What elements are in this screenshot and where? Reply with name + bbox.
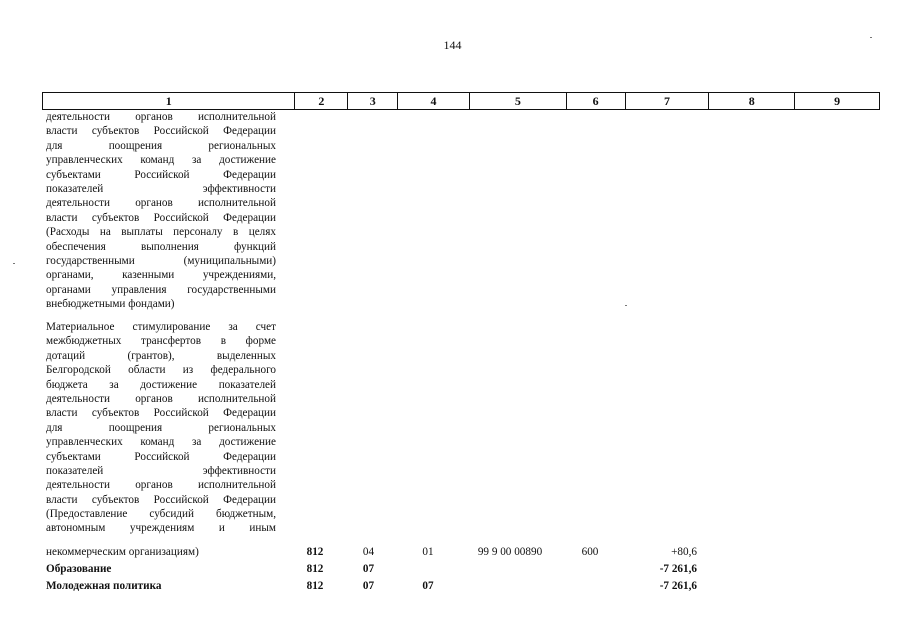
text-line: Материальное стимулирование за счет bbox=[46, 321, 276, 333]
scan-speck bbox=[13, 263, 15, 264]
text-line: субъектами Российской Федерации bbox=[46, 168, 276, 181]
cell-subsection: 01 bbox=[422, 546, 434, 558]
column-header-1: 1 bbox=[43, 93, 295, 109]
text-line: деятельности органов исполнительной bbox=[46, 197, 276, 210]
text-line: управленческих команд за достижение bbox=[46, 154, 276, 167]
text-line: деятельности органов исполнительной bbox=[46, 111, 276, 123]
text-line: бюджета за достижение показателей bbox=[46, 378, 276, 391]
cell-amount: -7 261,6 bbox=[659, 563, 697, 575]
text-line: государственными (муниципальными) bbox=[46, 254, 276, 267]
text-line: (Расходы на выплаты персоналу в целях bbox=[46, 226, 276, 239]
cell-target-article: 99 9 00 00890 bbox=[477, 546, 543, 558]
text-line: межбюджетных трансфертов в форме bbox=[46, 335, 276, 348]
text-line: власти субъектов Российской Федерации bbox=[46, 211, 276, 224]
cell-section: 07 bbox=[362, 580, 375, 592]
text-line: (Предоставление субсидий бюджетным, bbox=[46, 508, 276, 521]
expense-description-subsidy bbox=[46, 320, 276, 536]
cell-ministry-code: 812 bbox=[306, 580, 324, 592]
text-line: дотаций (грантов), выделенных bbox=[46, 349, 276, 362]
column-header-5: 5 bbox=[470, 93, 567, 109]
text-line: показателей эффективности bbox=[46, 182, 276, 195]
scan-speck bbox=[870, 37, 872, 38]
text-line: деятельности органов исполнительной bbox=[46, 392, 276, 405]
column-header-6: 6 bbox=[567, 93, 626, 109]
cell-ministry-code: 812 bbox=[306, 563, 324, 575]
expense-description-continued bbox=[46, 110, 276, 311]
scan-speck bbox=[625, 305, 627, 306]
table-header-row bbox=[42, 92, 880, 110]
text-line: Белгородской области из федерального bbox=[46, 364, 276, 377]
row-label: Образование bbox=[46, 563, 112, 575]
column-header-2: 2 bbox=[295, 93, 348, 109]
text-line: обеспечения выполнения функций bbox=[46, 240, 276, 253]
cell-amount: +80,6 bbox=[671, 546, 697, 558]
text-line: органами управления государственными bbox=[46, 283, 276, 296]
text-line: управленческих команд за достижение bbox=[46, 436, 276, 449]
text-line: для поощрения региональных bbox=[46, 139, 276, 152]
column-header-7: 7 bbox=[626, 93, 710, 109]
cell-ministry-code: 812 bbox=[306, 546, 324, 558]
column-header-3: 3 bbox=[348, 93, 398, 109]
cell-subsection: 07 bbox=[422, 580, 434, 592]
text-line: власти субъектов Российской Федерации bbox=[46, 407, 276, 420]
text-line: внебюджетными фондами) bbox=[46, 298, 175, 311]
text-line: органами, казенными учреждениями, bbox=[46, 269, 276, 282]
column-header-8: 8 bbox=[709, 93, 795, 109]
column-header-4: 4 bbox=[398, 93, 470, 109]
cell-section: 07 bbox=[362, 563, 375, 575]
text-line: деятельности органов исполнительной bbox=[46, 479, 276, 492]
text-line: автономным учреждениям и иным bbox=[46, 522, 276, 535]
row-label: некоммерческим организациям) bbox=[46, 546, 199, 558]
text-line: субъектами Российской Федерации bbox=[46, 450, 276, 463]
text-line: показателей эффективности bbox=[46, 464, 276, 477]
column-header-9: 9 bbox=[834, 94, 841, 108]
cell-expense-type: 600 bbox=[581, 546, 599, 558]
text-line: для поощрения региональных bbox=[46, 421, 276, 434]
cell-section: 04 bbox=[362, 546, 375, 558]
page-number: 144 bbox=[443, 38, 462, 52]
cell-amount: -7 261,6 bbox=[659, 580, 697, 592]
row-label: Молодежная политика bbox=[46, 580, 162, 592]
text-line: власти субъектов Российской Федерации bbox=[46, 125, 276, 138]
text-line: власти субъектов Российской Федерации bbox=[46, 493, 276, 506]
